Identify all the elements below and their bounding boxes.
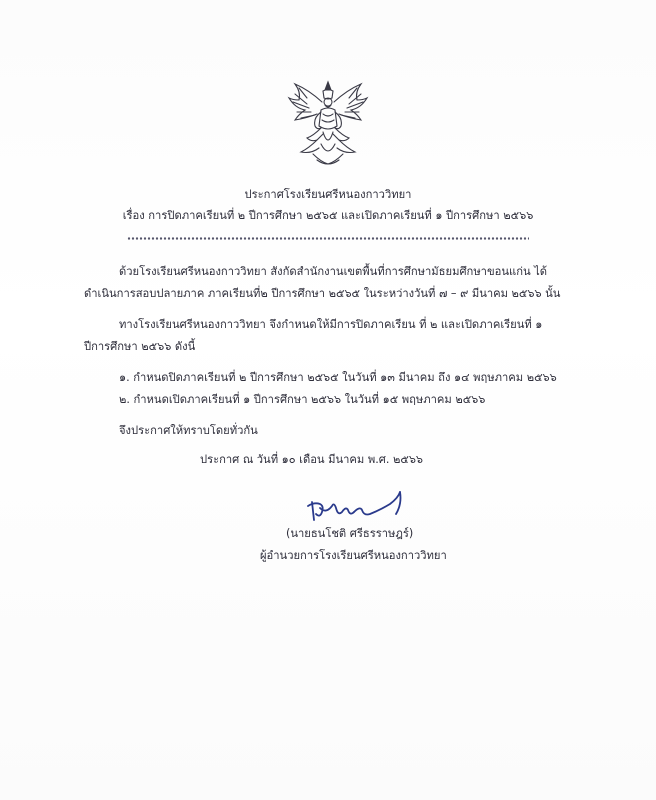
signatory-name: (นายธนโชติ ศรีธรราษฎร์)	[286, 527, 414, 540]
garuda-emblem-icon	[287, 78, 369, 170]
paragraph-2-line-2: ปีการศึกษา ๒๕๖๖ ดังนี้	[84, 340, 196, 353]
announcement-subject: เรื่อง การปิดภาคเรียนที่ ๒ ปีการศึกษา ๒๕๖๕ และเปิดภาคเรียนที่ ๑ ปีการศึกษา ๒๕๖๖	[122, 209, 534, 222]
announcement-title: ประกาศโรงเรียนศรีหนองกาววิทยา	[244, 188, 412, 201]
dotted-separator	[127, 236, 529, 241]
signatory-position: ผู้อำนวยการโรงเรียนศรีหนองกาววิทยา	[260, 549, 447, 562]
list-item-2: ๒. กำหนดเปิดภาคเรียนที่ ๑ ปีการศึกษา ๒๕๖๖ ในวันที่ ๑๕ พฤษภาคม ๒๕๖๖	[119, 393, 486, 406]
paragraph-1-line-2: ดำเนินการสอบปลายภาค ภาคเรียนที่๒ ปีการศึกษา ๒๕๖๕ ในระหว่างวันที่ ๗ – ๙ มีนาคม ๒๕๖๖ นั้น	[84, 287, 561, 300]
closing-statement: จึงประกาศให้ทราบโดยทั่วกัน	[119, 424, 258, 437]
announcement-date: ประกาศ ณ วันที่ ๑๐ เดือน มีนาคม พ.ศ. ๒๕๖๖	[200, 453, 424, 466]
list-item-1: ๑. กำหนดปิดภาคเรียนที่ ๒ ปีการศึกษา ๒๕๖๕ ในวันที่ ๑๓ มีนาคม ถึง ๑๔ พฤษภาคม ๒๕๖๖	[119, 371, 557, 384]
paragraph-2-line-1: ทางโรงเรียนศรีหนองกาววิทยา จึงกำหนดให้มีการปิดภาคเรียน ที่ ๒ และเปิดภาคเรียนที่ ๑	[119, 318, 543, 331]
paragraph-1-line-1: ด้วยโรงเรียนศรีหนองกาววิทยา สังกัดสำนักงานเขตพื้นที่การศึกษามัธยมศึกษาขอนแก่น ได้	[119, 265, 548, 278]
signature-image	[300, 484, 412, 524]
